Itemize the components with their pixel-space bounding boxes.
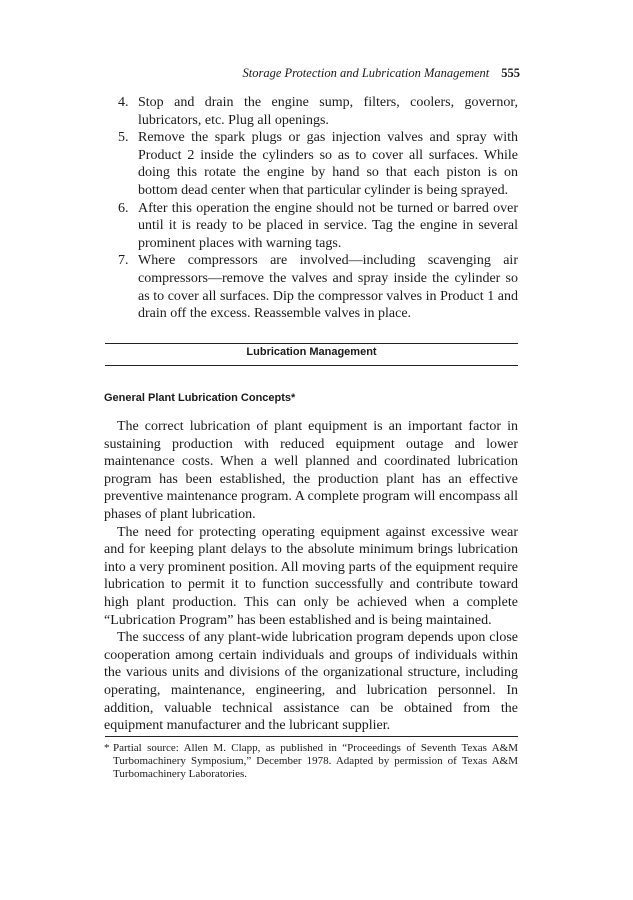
running-head-title: Storage Protection and Lubrication Management (242, 66, 490, 80)
running-head (243, 66, 520, 81)
list-item (116, 252, 518, 322)
step-text: After this operation the engine should not be turned or barred over until it is ready to be placed in service. Tag the engine in several prominent places with warning tags. (138, 200, 518, 251)
step-text: Where compressors are involved—including scavenging air compressors—remove the valves and spray inside the cylinder so as to cover all surfaces. Dip the compressor valves in Product 1 and drain off the excess. Reassemble valves in place. (138, 253, 518, 322)
paragraph: The success of any plant-wide lubrication program depends upon close cooperation among certain individuals and groups of individuals within the various units and divisions of the organizational structure, including operating, maintenance, engineering, and lubrication personnel. In addition, valuable technical assistance can be obtained from the equipment manufacturer and the lubricant supplier. (104, 630, 518, 734)
paragraph: The need for protecting operating equipment against excessive wear and for keeping plant delays to the absolute minimum brings lubrication into a very prominent position. All moving parts of the equipment require lubrication to permit it to function successfully and contribute toward high plant production. This can only be achieved when a complete “Lubrication Program” has been established and is being maintained. (104, 524, 518, 628)
step-number: 4. (118, 95, 129, 110)
page-number: 555 (501, 66, 520, 80)
footnote-text: Partial source: Allen M. Clapp, as published in “Proceedings of Seventh Texas A&M Turbomachinery Symposium,” December 1978. Adapted by permission of Texas A&M Turbomachinery Laboratories. (113, 742, 518, 780)
section-rule-top (105, 343, 518, 344)
step-text: Stop and drain the engine sump, filters, coolers, governor, lubricators, etc. Plug all openings. (138, 95, 518, 128)
section-rule-bottom (105, 365, 518, 366)
step-number: 7. (118, 253, 129, 269)
step-number: 6. (118, 200, 129, 216)
paragraph: The correct lubrication of plant equipment is an important factor in sustaining production with reduced equipment outage and lower maintenance costs. When a well planned and coordinated lubrication program has been established, the production plant has an effective preventive maintenance program. A complete program will encompass all phases of plant lubrication. (104, 419, 518, 522)
list-item (116, 200, 518, 253)
footnote-mark: * (104, 742, 110, 754)
step-number: 5. (118, 130, 129, 146)
sub-heading: General Plant Lubrication Concepts* (104, 392, 296, 404)
section-heading: Lubrication Management (246, 346, 377, 358)
footnote (104, 742, 518, 781)
footnote-rule (105, 736, 518, 737)
step-text: Remove the spark plugs or gas injection valves and spray with Product 2 inside the cylinders so as to cover all surfaces. While doing this rotate the engine by hand so that each piston is on bottom dead center when that particular cylinder is being sprayed. (138, 130, 518, 198)
procedure-steps (116, 94, 518, 323)
list-item (116, 129, 518, 199)
list-item (116, 94, 518, 129)
body-text (104, 418, 518, 735)
